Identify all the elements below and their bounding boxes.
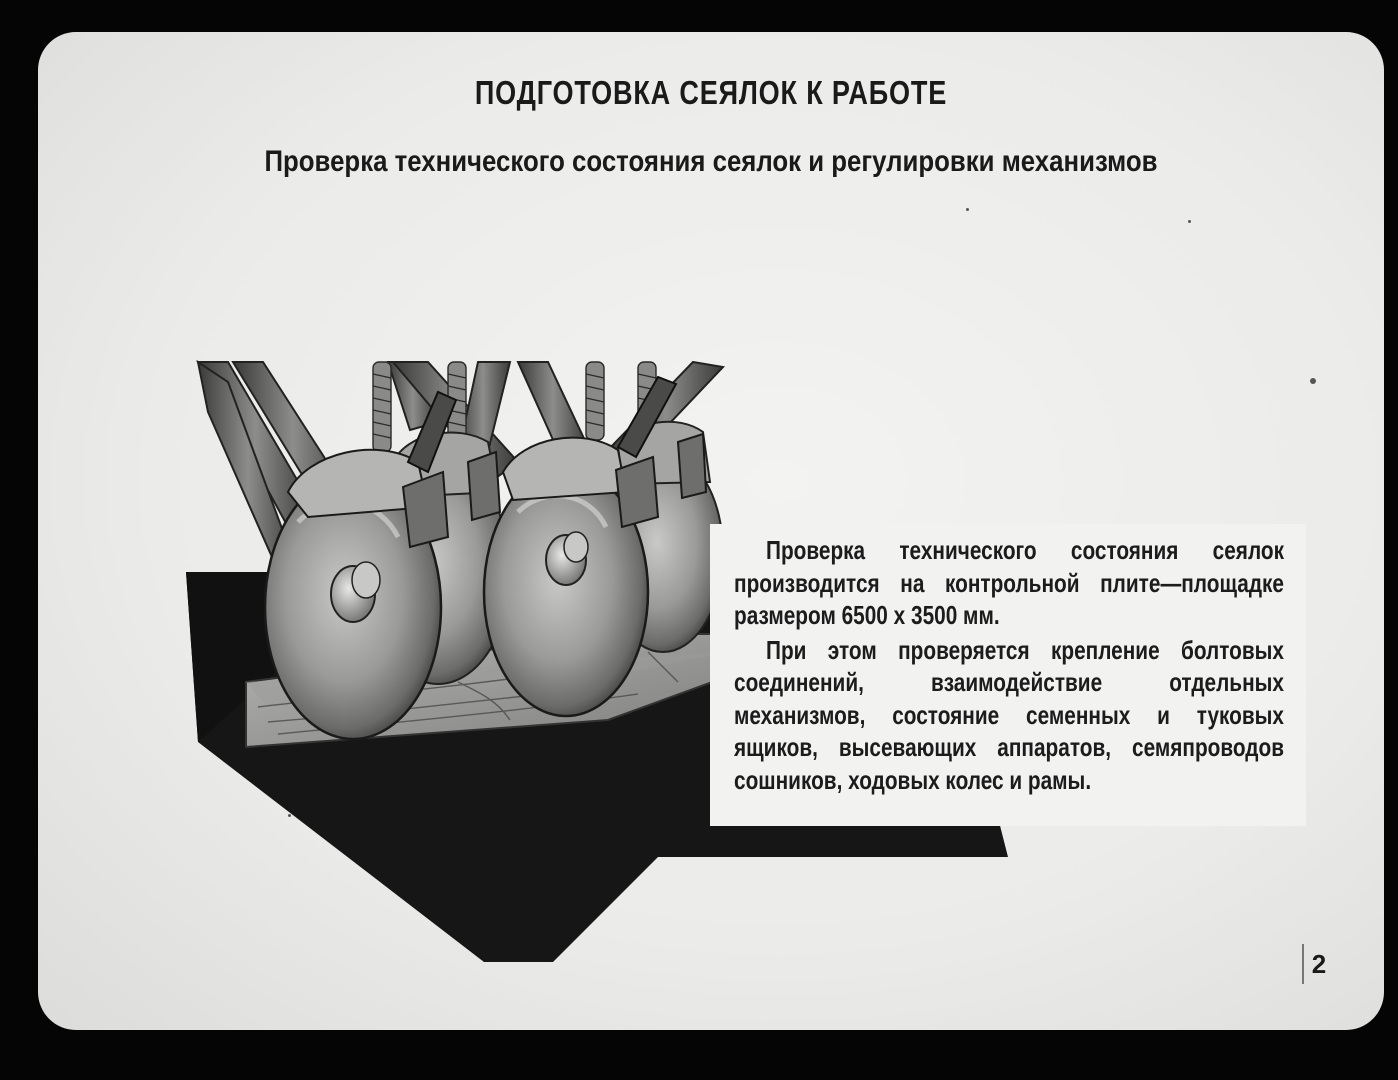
film-speck	[966, 208, 969, 211]
film-speck	[1188, 220, 1191, 223]
slide-title: ПОДГОТОВКА СЕЯЛОК К РАБОТЕ	[474, 74, 948, 111]
slide-subtitle: Проверка технического состояния сеялок и регулировки механизмов	[264, 145, 1158, 178]
description-textbox	[710, 524, 1306, 826]
slide	[38, 32, 1384, 1030]
page-number: 2	[1302, 944, 1334, 984]
description-paragraph-1: Проверка технического состояния сеялок производится на контрольной плите—площадке размером 6500 x 3500 мм.	[734, 535, 1284, 630]
description-paragraph-2: При этом проверяется крепление болтовых соединений, взаимодействие отдельных механизмов, состояние семенных и туковых ящиков, высевающих аппаратов, семяпроводов сошников, ходовых колес и рамы.	[734, 634, 1284, 795]
film-speck	[288, 814, 291, 817]
film-speck	[1310, 378, 1316, 384]
